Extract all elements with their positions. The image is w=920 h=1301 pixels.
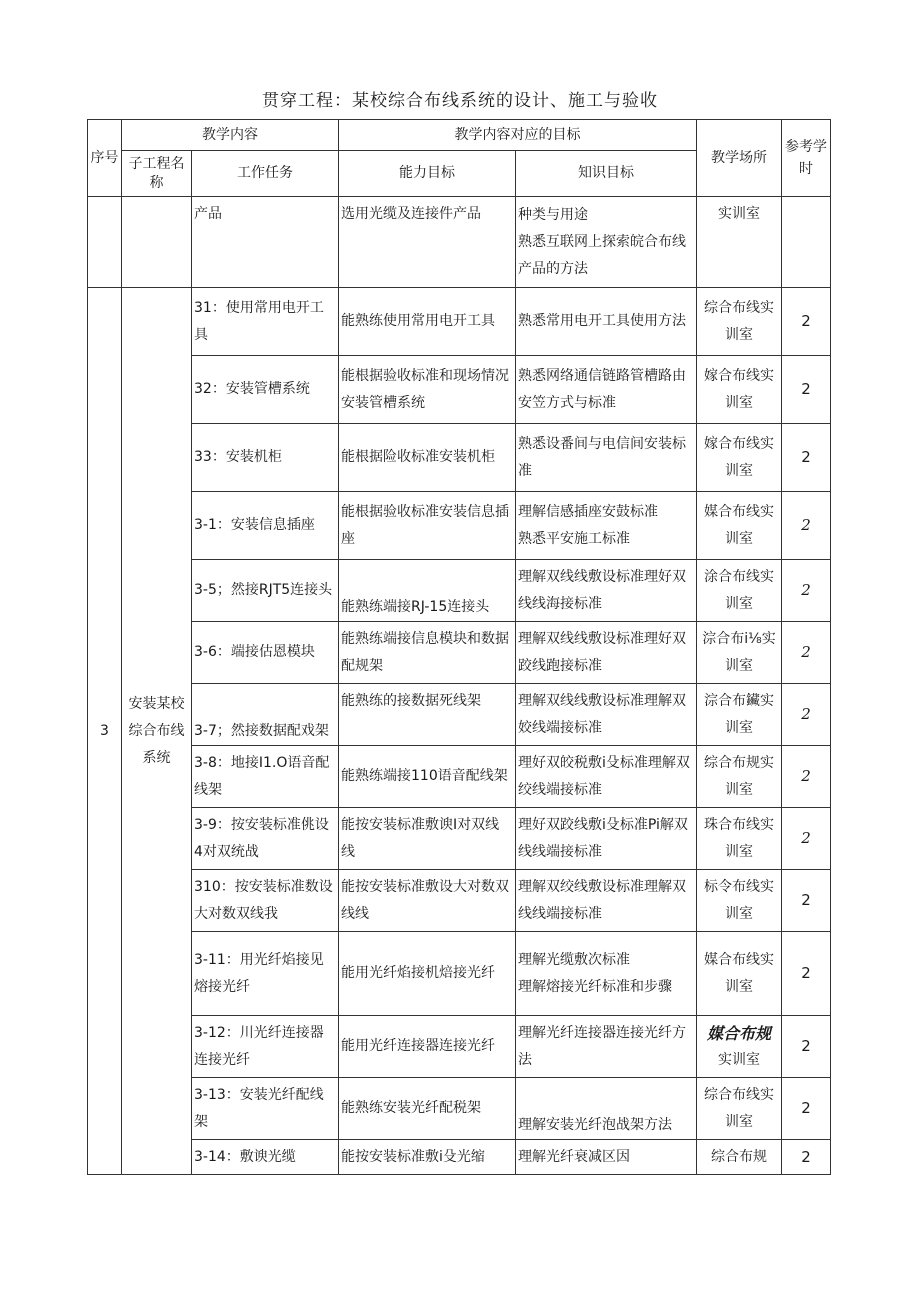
task-cell: 3-11：用光纤焰接见熔接光纤	[192, 932, 339, 1016]
ability-cell: 能用光纤焰接机焙接光纤	[339, 932, 516, 1016]
place-cell: 涂合布线实训室	[697, 560, 782, 622]
hours-cell: 2	[782, 746, 831, 808]
place-cell: 综合布线实训室	[697, 1078, 782, 1140]
knowledge-cell: 理解双线线敷设标准理好双跤线跑接标准	[516, 622, 697, 684]
ability-cell: 能熟练使用常用电开工具	[339, 288, 516, 356]
ability-cell: 能按安装标准敷i殳光缩	[339, 1140, 516, 1175]
knowledge-cell: 理解光纤衰减区因	[516, 1140, 697, 1175]
place-main: 媒合布规	[706, 1023, 771, 1043]
task-cell: 3-1：安装信息插座	[192, 492, 339, 560]
ability-cell: 能根据险收标准安装机柜	[339, 424, 516, 492]
continuation-row	[88, 197, 831, 288]
place-cell: 综合布规实训室	[697, 746, 782, 808]
task-cell: 3-7；然接数据配戏架	[192, 684, 339, 746]
continuation-knowledge: 种类与用途 熟悉互联网上探索皖合布线产品的方法	[516, 197, 697, 288]
table-row	[88, 932, 831, 1016]
table-row	[88, 1140, 831, 1175]
knowledge-cell: 理好双跤线敷i殳标准Pi解双线线端接标准	[516, 808, 697, 870]
task-cell: 3-5；然接RJT5连接头	[192, 560, 339, 622]
task-cell: 3-8：地接I1.O语音配线架	[192, 746, 339, 808]
hours-cell: 2	[782, 356, 831, 424]
task-cell: 32：安装管槽系统	[192, 356, 339, 424]
hours-cell: 2	[782, 622, 831, 684]
ability-cell: 能熟练端接信息模块和数据配规架	[339, 622, 516, 684]
ability-cell: 能熟练端接110语音配线架	[339, 746, 516, 808]
table-row	[88, 1016, 831, 1078]
task-cell: 310：按安装标准数设大对数双线我	[192, 870, 339, 932]
hours-cell: 2	[782, 1016, 831, 1078]
table-row	[88, 808, 831, 870]
header-hours: 参考学时	[782, 120, 831, 197]
group-index: 3	[88, 288, 122, 1175]
task-cell: 3-9：按安装标准佻设4对双统战	[192, 808, 339, 870]
task-cell: 3-14：敷谀光缆	[192, 1140, 339, 1175]
ability-cell: 能根据验收标准安装信息插座	[339, 492, 516, 560]
hours-cell: 2	[782, 870, 831, 932]
table-row	[88, 684, 831, 746]
table-row	[88, 746, 831, 808]
place-cell: 媒合布线实训室	[697, 492, 782, 560]
hours-cell: 2	[782, 424, 831, 492]
place-cell: 综合布线实训室	[697, 288, 782, 356]
header-place: 教学场所	[697, 120, 782, 197]
hours-cell: 2	[782, 684, 831, 746]
knowledge-cell: 理解安装光纤泡战架方法	[516, 1078, 697, 1140]
table-row	[88, 622, 831, 684]
task-cell: 3-6：端接估恩模块	[192, 622, 339, 684]
continuation-task: 产品	[192, 197, 339, 288]
hours-cell: 2	[782, 492, 831, 560]
hours-cell: 2	[782, 1078, 831, 1140]
header-ability: 能力目标	[339, 151, 516, 197]
table-row	[88, 870, 831, 932]
place-cell: 综合布规	[697, 1140, 782, 1175]
ability-cell: 能根据验收标准和现场情况安装管槽系统	[339, 356, 516, 424]
ability-cell: 能熟练的接数据死线架	[339, 684, 516, 746]
table-row	[88, 356, 831, 424]
table-row	[88, 560, 831, 622]
knowledge-cell: 理解光缆敷次标准 理解熔接光纤标准和步骤	[516, 932, 697, 1016]
header-subproject: 子工程名称	[122, 151, 192, 197]
continuation-hours	[782, 197, 831, 288]
knowledge-cell: 理解信感插座安鼓标准 熟悉平安施工标准	[516, 492, 697, 560]
place-tail: 实训室	[718, 1051, 760, 1068]
knowledge-cell: 理解双绞线敷设标准理解双线线端接标准	[516, 870, 697, 932]
ability-cell: 能熟练安装光纤配税架	[339, 1078, 516, 1140]
place-cell: 标令布线实训室	[697, 870, 782, 932]
continuation-index	[88, 197, 122, 288]
place-cell	[697, 1016, 782, 1078]
table-row	[88, 1078, 831, 1140]
ability-cell: 能按安装标准敷设大对数双线线	[339, 870, 516, 932]
knowledge-cell: 熟悉网络通信链路管槽路由安笠方式与标准	[516, 356, 697, 424]
knowledge-cell: 理好双皎税敷i殳标准理解双绞线端接标准	[516, 746, 697, 808]
continuation-subproject	[122, 197, 192, 288]
ability-cell: 能按安装标准敷谀I对双线线	[339, 808, 516, 870]
header-index: 序号	[88, 120, 122, 197]
hours-cell: 2	[782, 288, 831, 356]
knowledge-cell: 理解双线线敷设标准理好双线线海接标准	[516, 560, 697, 622]
task-cell: 31：使用常用电开工具	[192, 288, 339, 356]
knowledge-cell: 熟悉常用电开工具使用方法	[516, 288, 697, 356]
knowledge-cell: 熟悉设番间与电信间安装标准	[516, 424, 697, 492]
hours-cell: 2	[782, 932, 831, 1016]
place-cell: 珠合布线实训室	[697, 808, 782, 870]
place-cell: 嫁合布线实训室	[697, 424, 782, 492]
task-cell: 33：安装机柜	[192, 424, 339, 492]
header-objectives: 教学内容对应的目标	[339, 120, 697, 151]
continuation-place: 实训室	[697, 197, 782, 288]
table-row	[88, 492, 831, 560]
ability-cell: 能用光纤连接器连接光纤	[339, 1016, 516, 1078]
task-cell: 3-13：安装光纤配线架	[192, 1078, 339, 1140]
page-title: 贯穿工程：某校综合布线系统的设计、施工与验收	[262, 91, 658, 111]
knowledge-cell: 理解光纤连接器连接光纤方法	[516, 1016, 697, 1078]
header-knowledge: 知识目标	[516, 151, 697, 197]
header-row-1	[88, 120, 831, 151]
hours-cell: 2	[782, 808, 831, 870]
header-task: 工作任务	[192, 151, 339, 197]
knowledge-cell: 理解双线线敷设标准理解双姣线端接标准	[516, 684, 697, 746]
place-cell: 嫁合布线实训室	[697, 356, 782, 424]
group-subproject: 安装某校综合布线系统	[122, 288, 192, 1175]
table-row	[88, 288, 831, 356]
hours-cell: 2	[782, 1140, 831, 1175]
curriculum-table	[87, 119, 831, 1175]
continuation-ability: 选用光缆及连接件产品	[339, 197, 516, 288]
ability-cell: 能熟练端接RJ-15连接头	[339, 560, 516, 622]
place-cell: 媒合布线实训室	[697, 932, 782, 1016]
header-content: 教学内容	[122, 120, 339, 151]
place-cell: 淙合布i⅛实训室	[697, 622, 782, 684]
table-row	[88, 424, 831, 492]
task-cell: 3-12：川光纤连接器连接光纤	[192, 1016, 339, 1078]
place-cell: 淙合布鑶实训室	[697, 684, 782, 746]
hours-cell: 2	[782, 560, 831, 622]
